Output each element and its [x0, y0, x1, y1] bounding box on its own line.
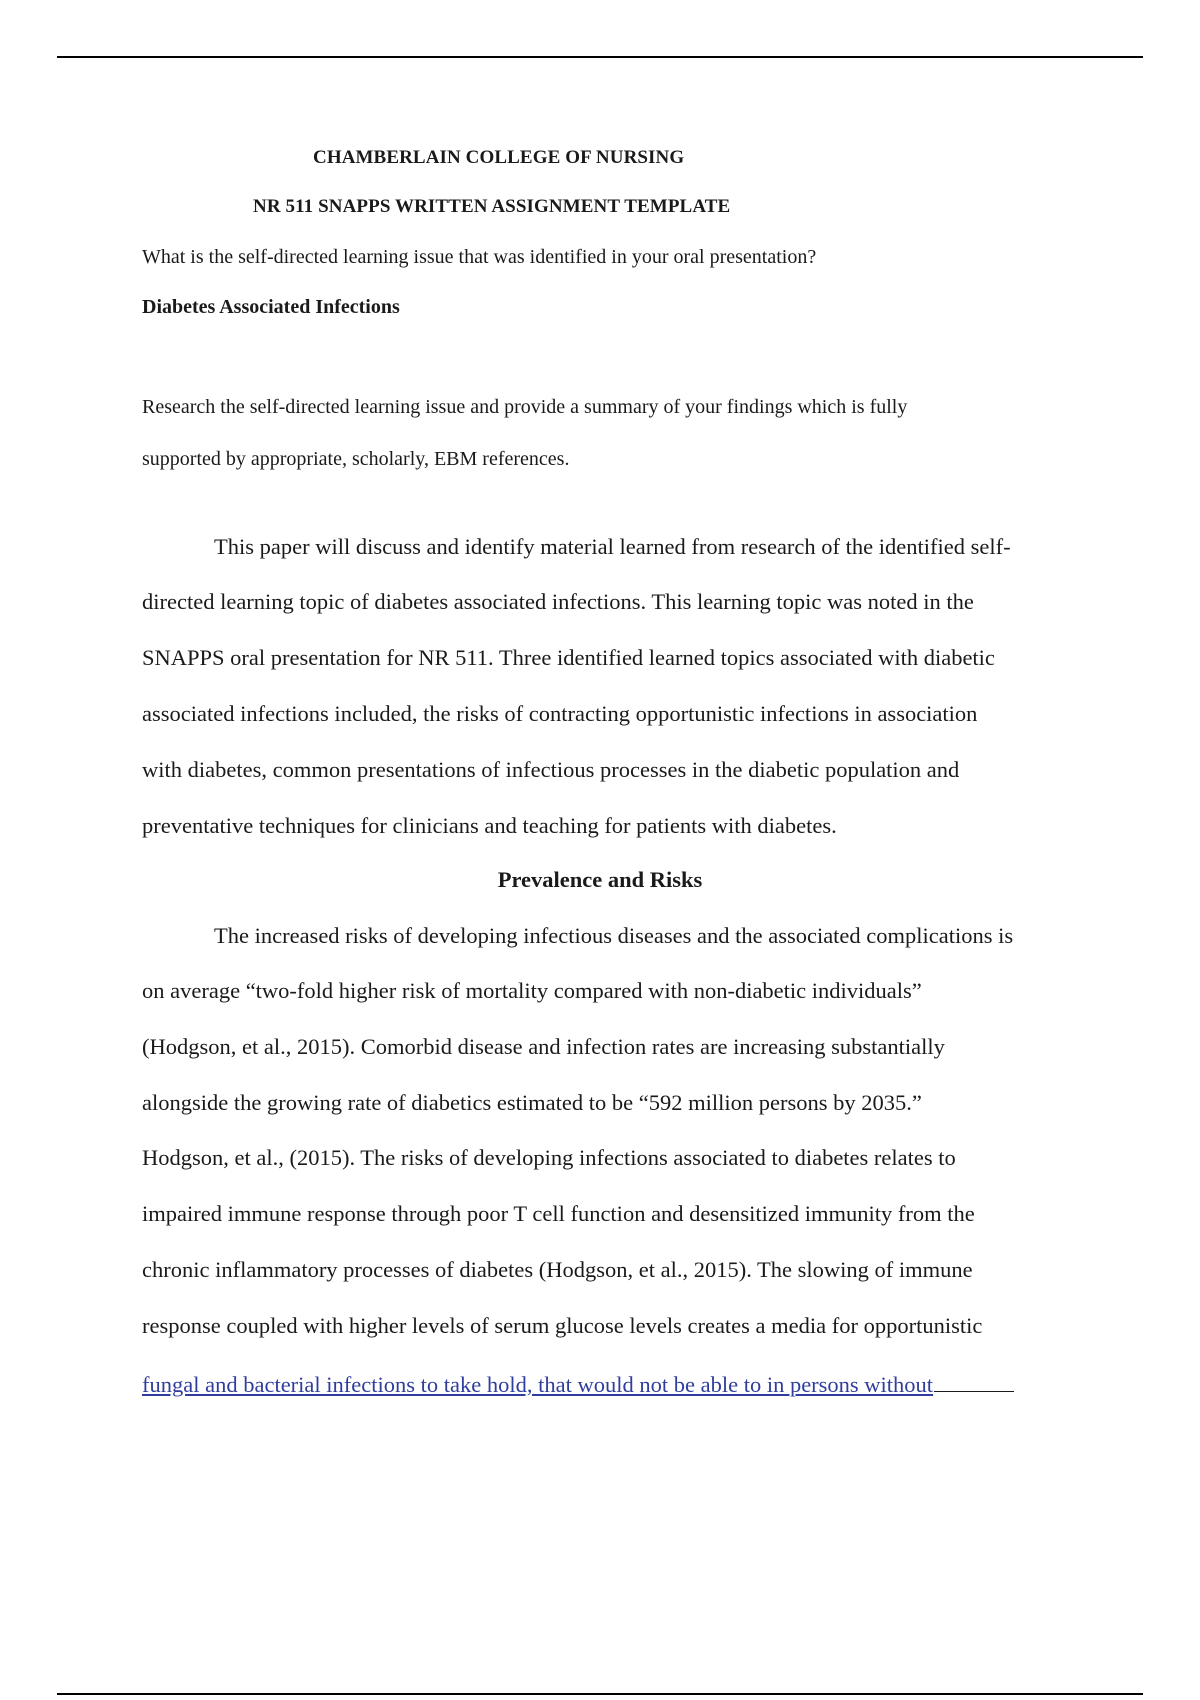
prevalence-paragraph-line: on average “two-fold higher risk of mortality compared with non-diabetic individuals”	[142, 978, 922, 1003]
intro-paragraph-line: preventative techniques for clinicians and teaching for patients with diabetes.	[142, 813, 837, 838]
hyperlink-text[interactable]: fungal and bacterial infections to take hold, that would not be able to in persons without	[142, 1372, 934, 1397]
intro-paragraph-line: SNAPPS oral presentation for NR 511. Three identified learned topics associated with diabetic	[142, 645, 995, 670]
assignment-title: NR 511 SNAPPS WRITTEN ASSIGNMENT TEMPLATE	[253, 196, 731, 217]
prevalence-paragraph-line: impaired immune response through poor T cell function and desensitized immunity from the	[142, 1201, 975, 1226]
prevalence-paragraph-line: The increased risks of developing infectious diseases and the associated complications is	[214, 923, 1014, 948]
question-research-line-1: Research the self-directed learning issue and provide a summary of your findings which is fully	[142, 396, 908, 418]
prevalence-paragraph-line: Hodgson, et al., (2015). The risks of developing infections associated to diabetes relates to	[142, 1145, 956, 1170]
prevalence-paragraph-line: (Hodgson, et al., 2015). Comorbid disease and infection rates are increasing substantially	[142, 1034, 945, 1059]
learning-topic: Diabetes Associated Infections	[142, 296, 400, 318]
intro-paragraph-line: with diabetes, common presentations of infectious processes in the diabetic population and	[142, 757, 960, 782]
prevalence-paragraph-line: response coupled with higher levels of serum glucose levels creates a media for opportunistic	[142, 1313, 983, 1338]
question-research-line-2: supported by appropriate, scholarly, EBM references.	[142, 448, 570, 470]
section-heading-prevalence: Prevalence and Risks	[497, 867, 703, 892]
college-title: CHAMBERLAIN COLLEGE OF NURSING	[313, 147, 685, 168]
intro-paragraph-line: This paper will discuss and identify material learned from research of the identified self-	[214, 534, 1011, 559]
bottom-rule	[57, 1693, 1143, 1695]
top-rule	[57, 56, 1143, 58]
intro-paragraph-line: associated infections included, the risks of contracting opportunistic infections in association	[142, 701, 978, 726]
prevalence-paragraph-line: chronic inflammatory processes of diabetes (Hodgson, et al., 2015). The slowing of immune	[142, 1257, 973, 1282]
trailing-blank-underline	[934, 1369, 1014, 1392]
question-learning-issue: What is the self-directed learning issue that was identified in your oral presentation?	[142, 246, 817, 268]
prevalence-paragraph-line: alongside the growing rate of diabetics estimated to be “592 million persons by 2035.”	[142, 1090, 922, 1115]
intro-paragraph-line: directed learning topic of diabetes associated infections. This learning topic was noted in the	[142, 589, 974, 614]
hyperlinked-text-line[interactable]	[142, 1369, 1014, 1398]
